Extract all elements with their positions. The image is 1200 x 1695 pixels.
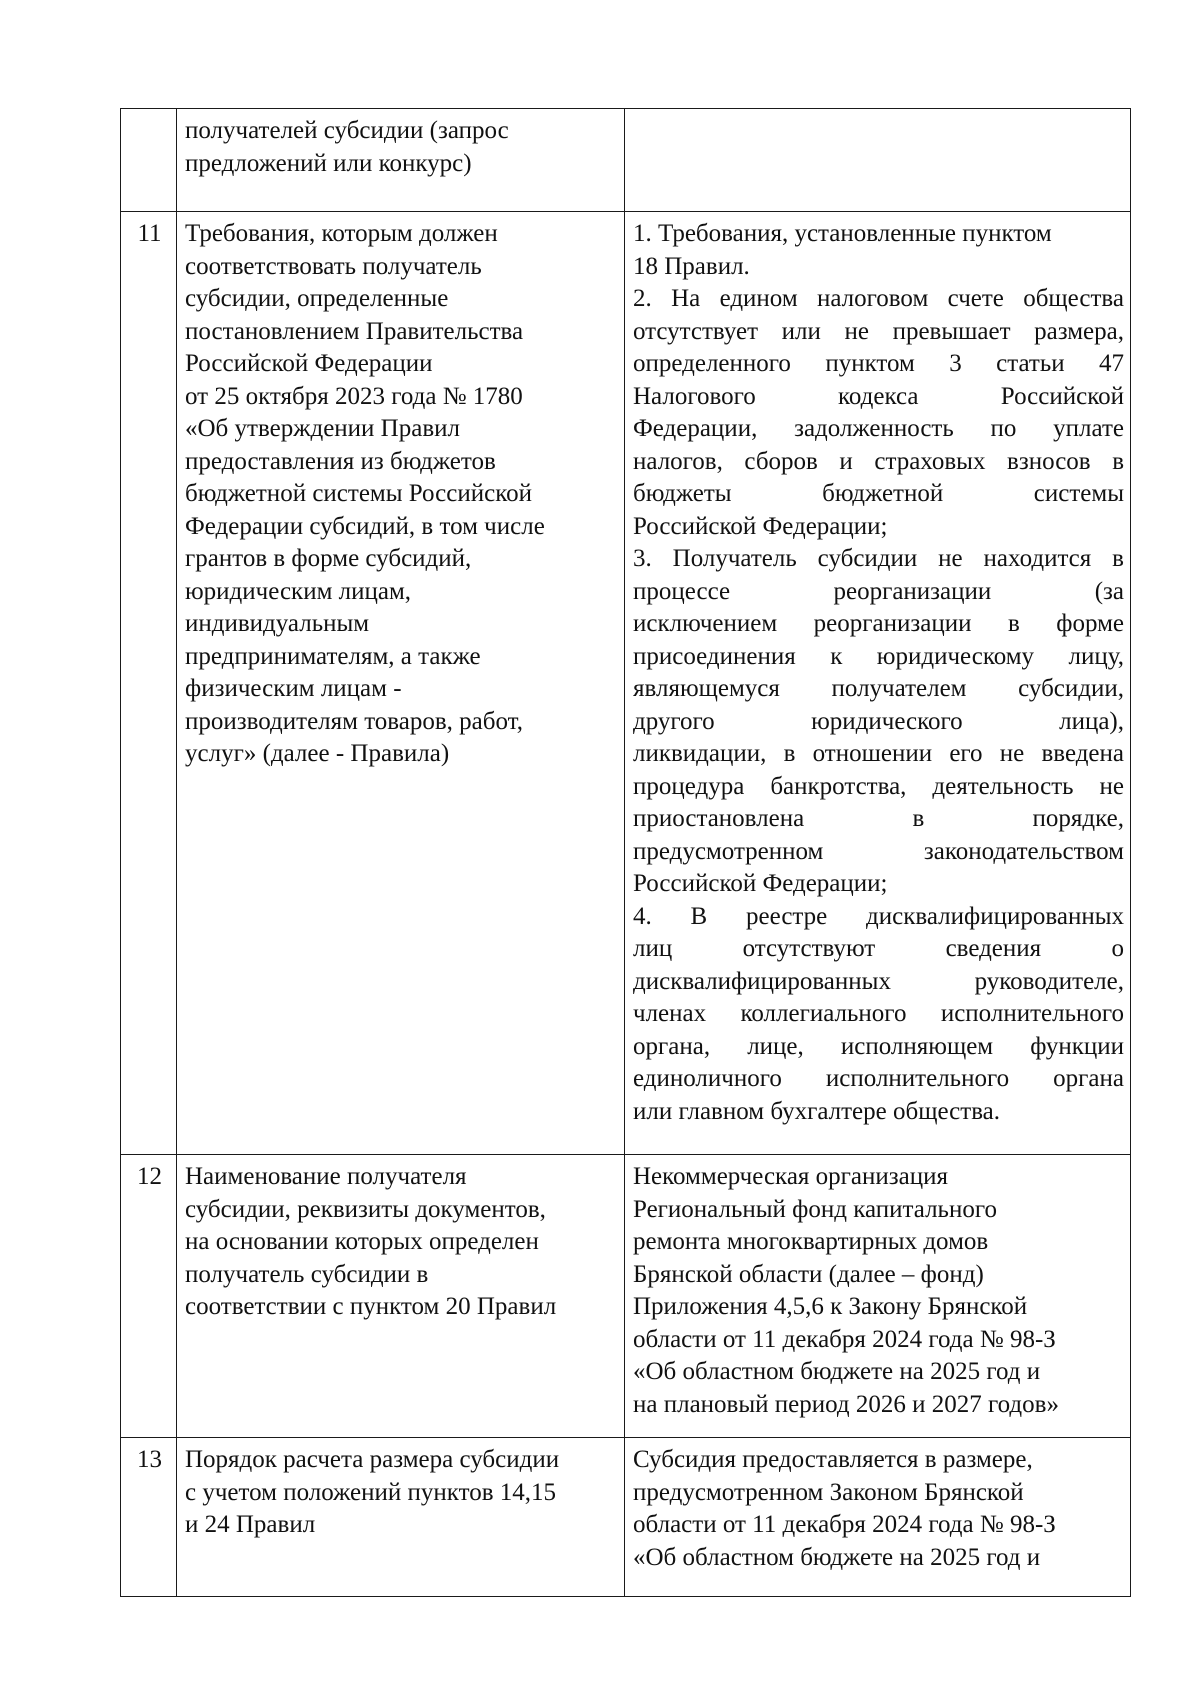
row-number-cell: 12 xyxy=(121,1155,177,1438)
text-line: бюджеты бюджетной системы xyxy=(633,480,1124,507)
row-value-cell xyxy=(625,1438,1131,1597)
text-line: Приложения 4,5,6 к Закону Брянской xyxy=(633,1293,1028,1320)
text-line: области от 11 декабря 2024 года № 98-З xyxy=(633,1511,1056,1538)
text-line: исключением реорганизации в форме xyxy=(633,610,1124,637)
text-line: Федерации, задолженность по уплате xyxy=(633,415,1124,442)
row-value-cell xyxy=(625,212,1131,1155)
text-line: лиц отсутствуют сведения о xyxy=(633,935,1124,962)
row-description-cell: получателей субсидии (запрос предложений или конкурс) xyxy=(177,109,625,212)
text-line: приостановлена в порядке, xyxy=(633,805,1124,832)
row-value-cell xyxy=(625,109,1131,212)
text-line: другого юридического лица), xyxy=(633,707,1124,735)
text-line: Брянской области (далее – фонд) xyxy=(633,1260,984,1288)
row-value-cell xyxy=(625,1155,1131,1438)
text-line: определенного пунктом 3 статьи 47 xyxy=(633,350,1124,377)
table-row xyxy=(121,1438,1131,1597)
text-line: процессе реорганизации (за xyxy=(633,577,1124,605)
text-line: Российской Федерации; xyxy=(633,870,888,897)
text-line: 3. Получатель субсидии не находится в xyxy=(633,545,1124,572)
text-line: «Об областном бюджете на 2025 год и xyxy=(633,1358,1041,1385)
text-line: предусмотренном Законом Брянской xyxy=(633,1478,1024,1506)
text-line: 1. Требования, установленные пунктом xyxy=(633,220,1052,247)
text-line: Региональный фонд капитального xyxy=(633,1195,997,1223)
text-line: членах коллегиального исполнительного xyxy=(633,1000,1124,1027)
table-row xyxy=(121,1155,1131,1438)
table-row xyxy=(121,109,1131,212)
text-line: органа, лице, исполняющем функции xyxy=(633,1032,1124,1060)
text-line: Субсидия предоставляется в размере, xyxy=(633,1446,1033,1473)
text-line: 2. На едином налоговом счете общества xyxy=(633,285,1124,312)
text-line: 4. В реестре дисквалифицированных xyxy=(633,902,1124,930)
row-number-cell xyxy=(121,109,177,212)
text-line: или главном бухгалтере общества. xyxy=(633,1097,1001,1125)
text-line: Некоммерческая организация xyxy=(633,1163,949,1190)
text-line: Российской Федерации; xyxy=(633,512,888,540)
text-line: налогов, сборов и страховых взносов в xyxy=(633,447,1124,475)
text-line: являющемуся получателем субсидии, xyxy=(633,675,1124,702)
text-line: процедура банкротства, деятельность не xyxy=(633,772,1124,800)
text-line: Налогового кодекса Российской xyxy=(633,382,1124,410)
text-line: отсутствует или не превышает размера, xyxy=(633,317,1124,345)
row-number-cell: 13 xyxy=(121,1438,177,1597)
row-number-cell: 11 xyxy=(121,212,177,1155)
text-line: дисквалифицированных руководителе, xyxy=(633,967,1124,995)
row-description-cell: Наименование получателя субсидии, реквизиты документов, на основании которых определен получатель субсидии в соответствии с пунктом 20 Правил xyxy=(177,1155,625,1438)
text-line: предусмотренном законодательством xyxy=(633,837,1124,865)
row-description-cell: Порядок расчета размера субсидии с учетом положений пунктов 14,15 и 24 Правил xyxy=(177,1438,625,1597)
table-row xyxy=(121,212,1131,1155)
text-line: ремонта многоквартирных домов xyxy=(633,1228,989,1255)
text-line: единоличного исполнительного органа xyxy=(633,1065,1124,1092)
text-line: присоединения к юридическому лицу, xyxy=(633,642,1124,670)
text-line: на плановый период 2026 и 2027 годов» xyxy=(633,1390,1059,1418)
text-line: 18 Правил. xyxy=(633,252,750,280)
text-line: «Об областном бюджете на 2025 год и xyxy=(633,1543,1041,1571)
text-line: ликвидации, в отношении его не введена xyxy=(633,740,1124,767)
row-description-cell: Требования, которым должен соответствовать получатель субсидии, определенные постановлением Правительства Российской Федерации от 25 октября 2023 года № 1780 «Об утверждении Правил предоставления из бюджетов бюджетной системы Российской Федерации субсидий, в том числе грантов в форме субсидий, юридическим лицам, индивидуальным предпринимателям, а также физическим лицам - производителям товаров, работ, услуг» (далее - Правила) xyxy=(177,212,625,1155)
text-line: области от 11 декабря 2024 года № 98-З xyxy=(633,1325,1056,1353)
requirements-table xyxy=(120,108,1131,1597)
